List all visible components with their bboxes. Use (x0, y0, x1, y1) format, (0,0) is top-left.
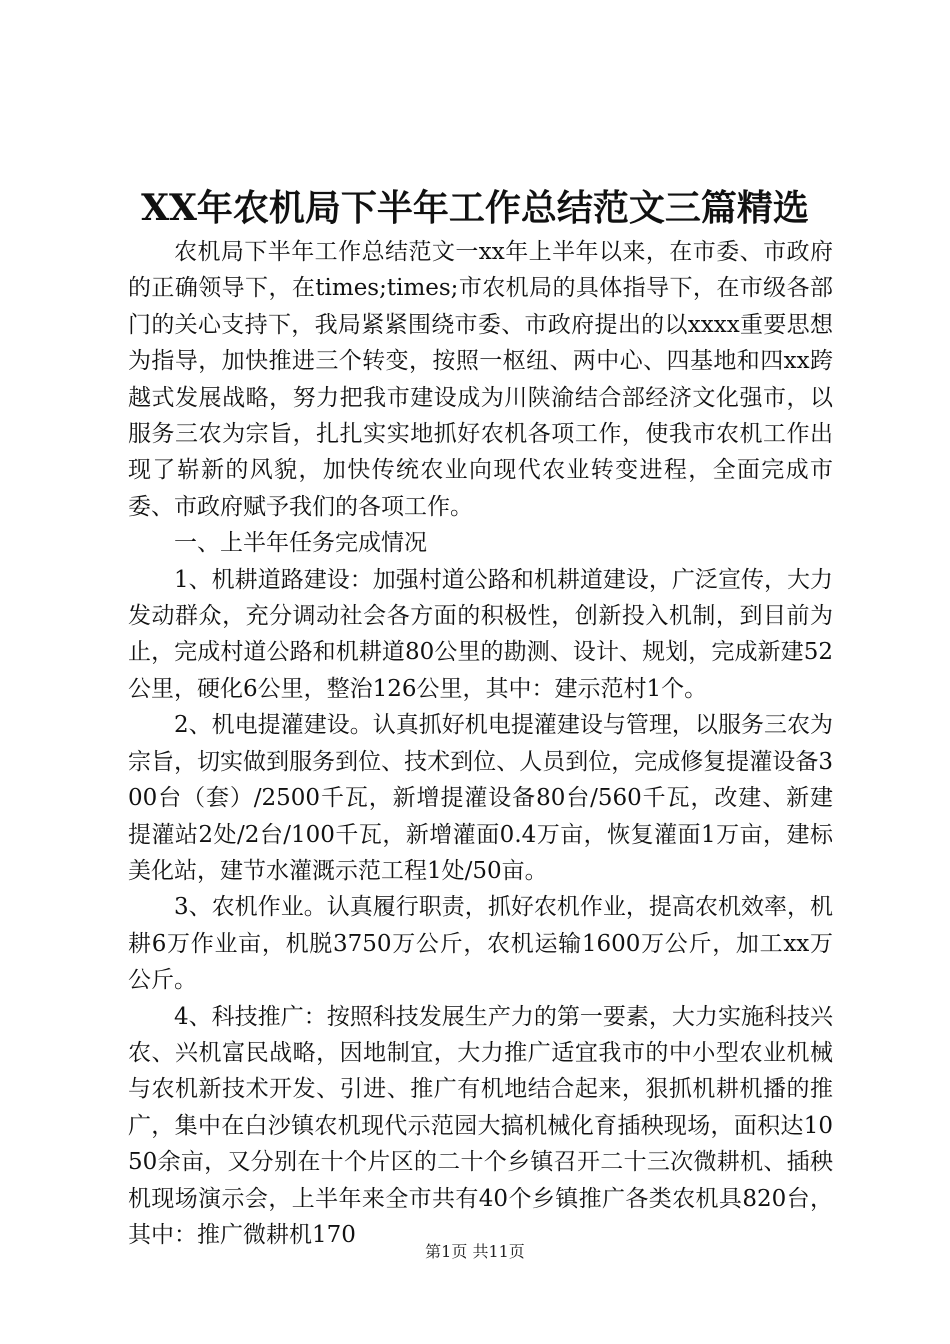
document-body (128, 234, 833, 1253)
paragraph-intro: 农机局下半年工作总结范文一xx年上半年以来，在市委、市政府的正确领导下，在times;times;市农机局的具体指导下，在市级各部门的关心支持下，我局紧紧围绕市委、市政府提出的以xxxx重要思想为指导，加快推进三个转变，按照一枢纽、两中心、四基地和四xx跨越式发展战略，努力把我市建设成为川陕渝结合部经济文化强市，以服务三农为宗旨，扎扎实实地抓好农机各项工作，使我市农机工作出现了崭新的风貌，加快传统农业向现代农业转变进程，全面完成市委、市政府赋予我们的各项工作。 (128, 239, 833, 520)
page-footer: 第1页 共11页 (425, 1242, 525, 1261)
paragraph-item-1: 1、机耕道路建设：加强村道公路和机耕道建设，广泛宣传，大力发动群众，充分调动社会各方面的积极性，创新投入机制，到目前为止，完成村道公路和机耕道80公里的勘测、设计、规划，完成新建52公里，硬化6公里，整治126公里，其中：建示范村1个。 (128, 566, 833, 702)
paragraph-item-4: 4、科技推广：按照科技发展生产力的第一要素，大力实施科技兴农、兴机富民战略，因地制宜，大力推广适宜我市的中小型农业机械与农机新技术开发、引进、推广有机地结合起来，狠抓机耕机播的推广，集中在白沙镇农机现代示范园大搞机械化育插秧现场，面积达1050余亩，又分别在十个片区的二十个乡镇召开二十三次微耕机、插秧机现场演示会，上半年来全市共有40个乡镇推广各类农机具820台，其中：推广微耕机170 (128, 1003, 833, 1248)
section-heading: 一、上半年任务完成情况 (174, 530, 427, 557)
document-title: XX年农机局下半年工作总结范文三篇精选 (141, 187, 809, 229)
paragraph-item-3: 3、农机作业。认真履行职责，抓好农机作业，提高农机效率，机耕6万作业亩，机脱3750万公斤，农机运输1600万公斤，加工xx万公斤。 (128, 894, 833, 994)
paragraph-item-2: 2、机电提灌建设。认真抓好机电提灌建设与管理，以服务三农为宗旨，切实做到服务到位、技术到位、人员到位，完成修复提灌设备300台（套）/2500千瓦，新增提灌设备80台/560千瓦，改建、新建提灌站2处/2台/100千瓦，新增灌面0.4万亩，恢复灌面1万亩，建标美化站，建节水灌溉示范工程1处/50亩。 (128, 712, 833, 884)
